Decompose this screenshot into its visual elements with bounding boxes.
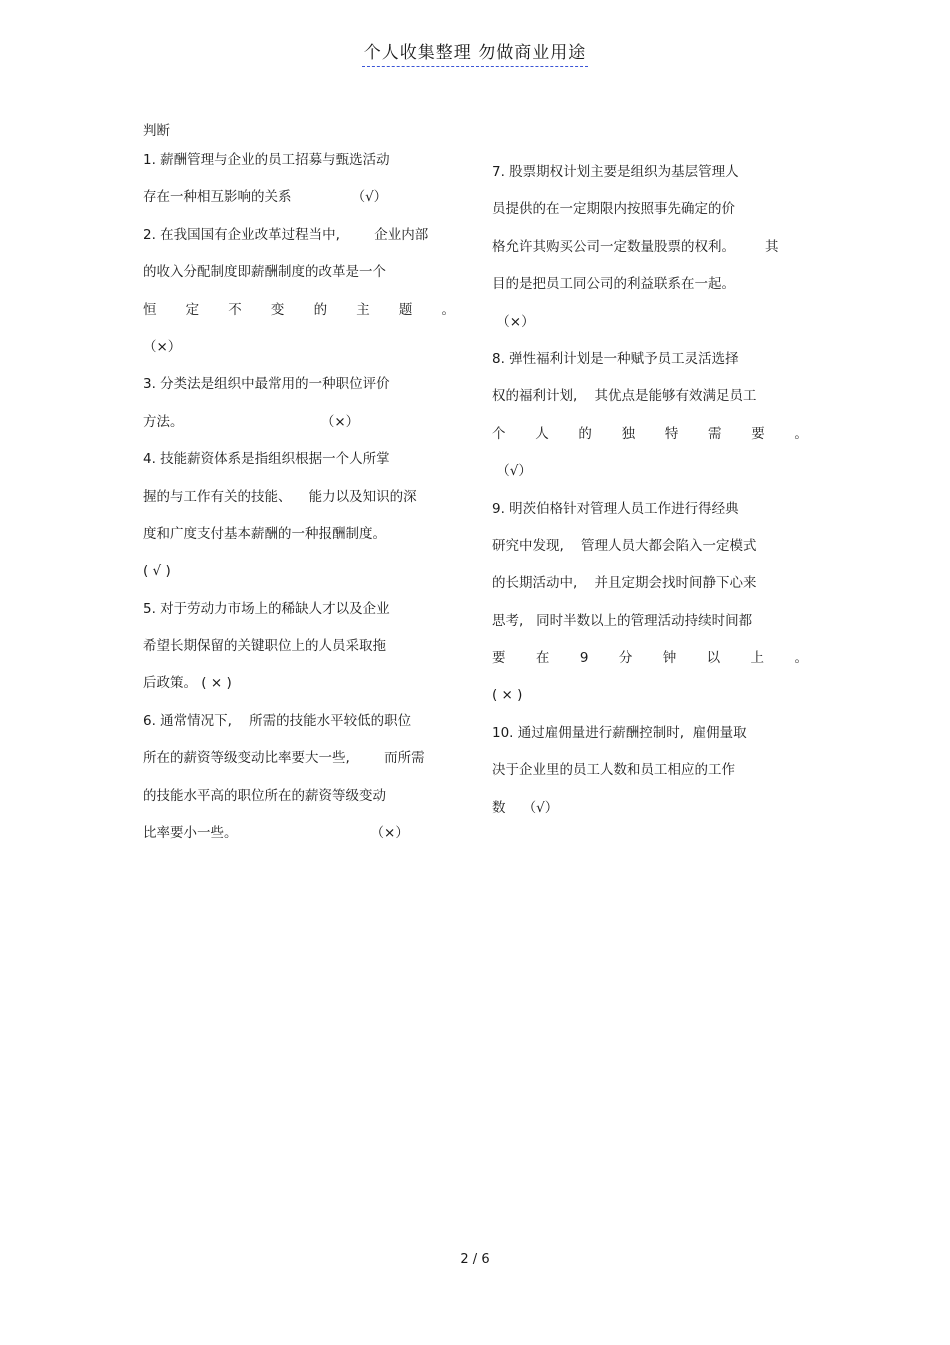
right-column	[492, 157, 808, 830]
text-line: 员提供的在一定期限内按照事先确定的价	[492, 201, 735, 218]
text-line: 度和广度支付基本薪酬的一种报酬制度。	[143, 525, 386, 542]
text-line: 7. 股票期权计划主要是组织为基层管理人	[492, 164, 739, 180]
header-text: 个人收集整理 勿做商业用途	[362, 38, 588, 67]
text-line: （√）	[492, 463, 532, 480]
justified-line: 个 人 的 独 特 需 要 。	[492, 425, 808, 442]
justified-line: 恒 定 不 变 的 主 题 。	[143, 301, 455, 318]
text-line: ( √ )	[143, 563, 171, 580]
text-line: 的技能水平高的职位所在的薪资等级变动	[143, 787, 386, 804]
text-line: 格允许其购买公司一定数量股票的权利。 其	[492, 238, 779, 255]
justified-line: 要 在 9 分 钟 以 上 。	[492, 650, 808, 667]
text-line: （×）	[492, 313, 535, 330]
text-line: 3. 分类法是组织中最常用的一种职位评价	[143, 376, 390, 393]
text-line: 数 （√）	[492, 799, 559, 816]
left-column	[143, 145, 455, 855]
text-line: 希望长期保留的关键职位上的人员采取拖	[143, 638, 386, 655]
text-line: ( × )	[492, 687, 523, 704]
text-line: 所在的薪资等级变动比率要大一些, 而所需	[143, 750, 425, 767]
text-line: 9. 明茨伯格针对管理人员工作进行得经典	[492, 500, 739, 517]
page-number: 2 / 6	[460, 1252, 490, 1267]
text-line: 5. 对于劳动力市场上的稀缺人才以及企业	[143, 600, 390, 617]
text-line: （×）	[143, 338, 182, 355]
text-line: 权的福利计划, 其优点是能够有效满足员工	[492, 388, 757, 405]
text-line: 的收入分配制度即薪酬制度的改革是一个	[143, 264, 386, 281]
text-line: 思考, 同时半数以上的管理活动持续时间都	[492, 612, 753, 629]
text-line: 的长期活动中, 并且定期会找时间静下心来	[492, 575, 757, 592]
text-line: 2. 在我国国有企业改革过程当中, 企业内部	[143, 226, 429, 243]
text-line: 4. 技能薪资体系是指组织根据一个人所掌	[143, 451, 390, 468]
text-line: 8. 弹性福利计划是一种赋予员工灵活选择	[492, 350, 739, 367]
text-line: 握的与工作有关的技能、 能力以及知识的深	[143, 488, 417, 505]
text-line: 1. 薪酬管理与企业的员工招募与甄选活动	[143, 152, 390, 168]
text-line: 存在一种相互影响的关系 （√）	[143, 189, 388, 206]
text-line: 决于企业里的员工人数和员工相应的工作	[492, 762, 735, 779]
text-line: 后政策。 ( × )	[143, 675, 232, 692]
text-line: 10. 通过雇佣量进行薪酬控制时, 雇佣量取	[492, 724, 747, 741]
text-line: 目的是把员工同公司的利益联系在一起。	[492, 276, 735, 293]
text-line: 方法。 （×）	[143, 413, 360, 430]
section-title: 判断	[143, 123, 170, 139]
text-line: 比率要小一些。 （×）	[143, 825, 409, 842]
page-header	[0, 38, 950, 67]
text-line: 6. 通常情况下, 所需的技能水平较低的职位	[143, 712, 412, 729]
text-line: 研究中发现, 管理人员大都会陷入一定模式	[492, 537, 757, 554]
